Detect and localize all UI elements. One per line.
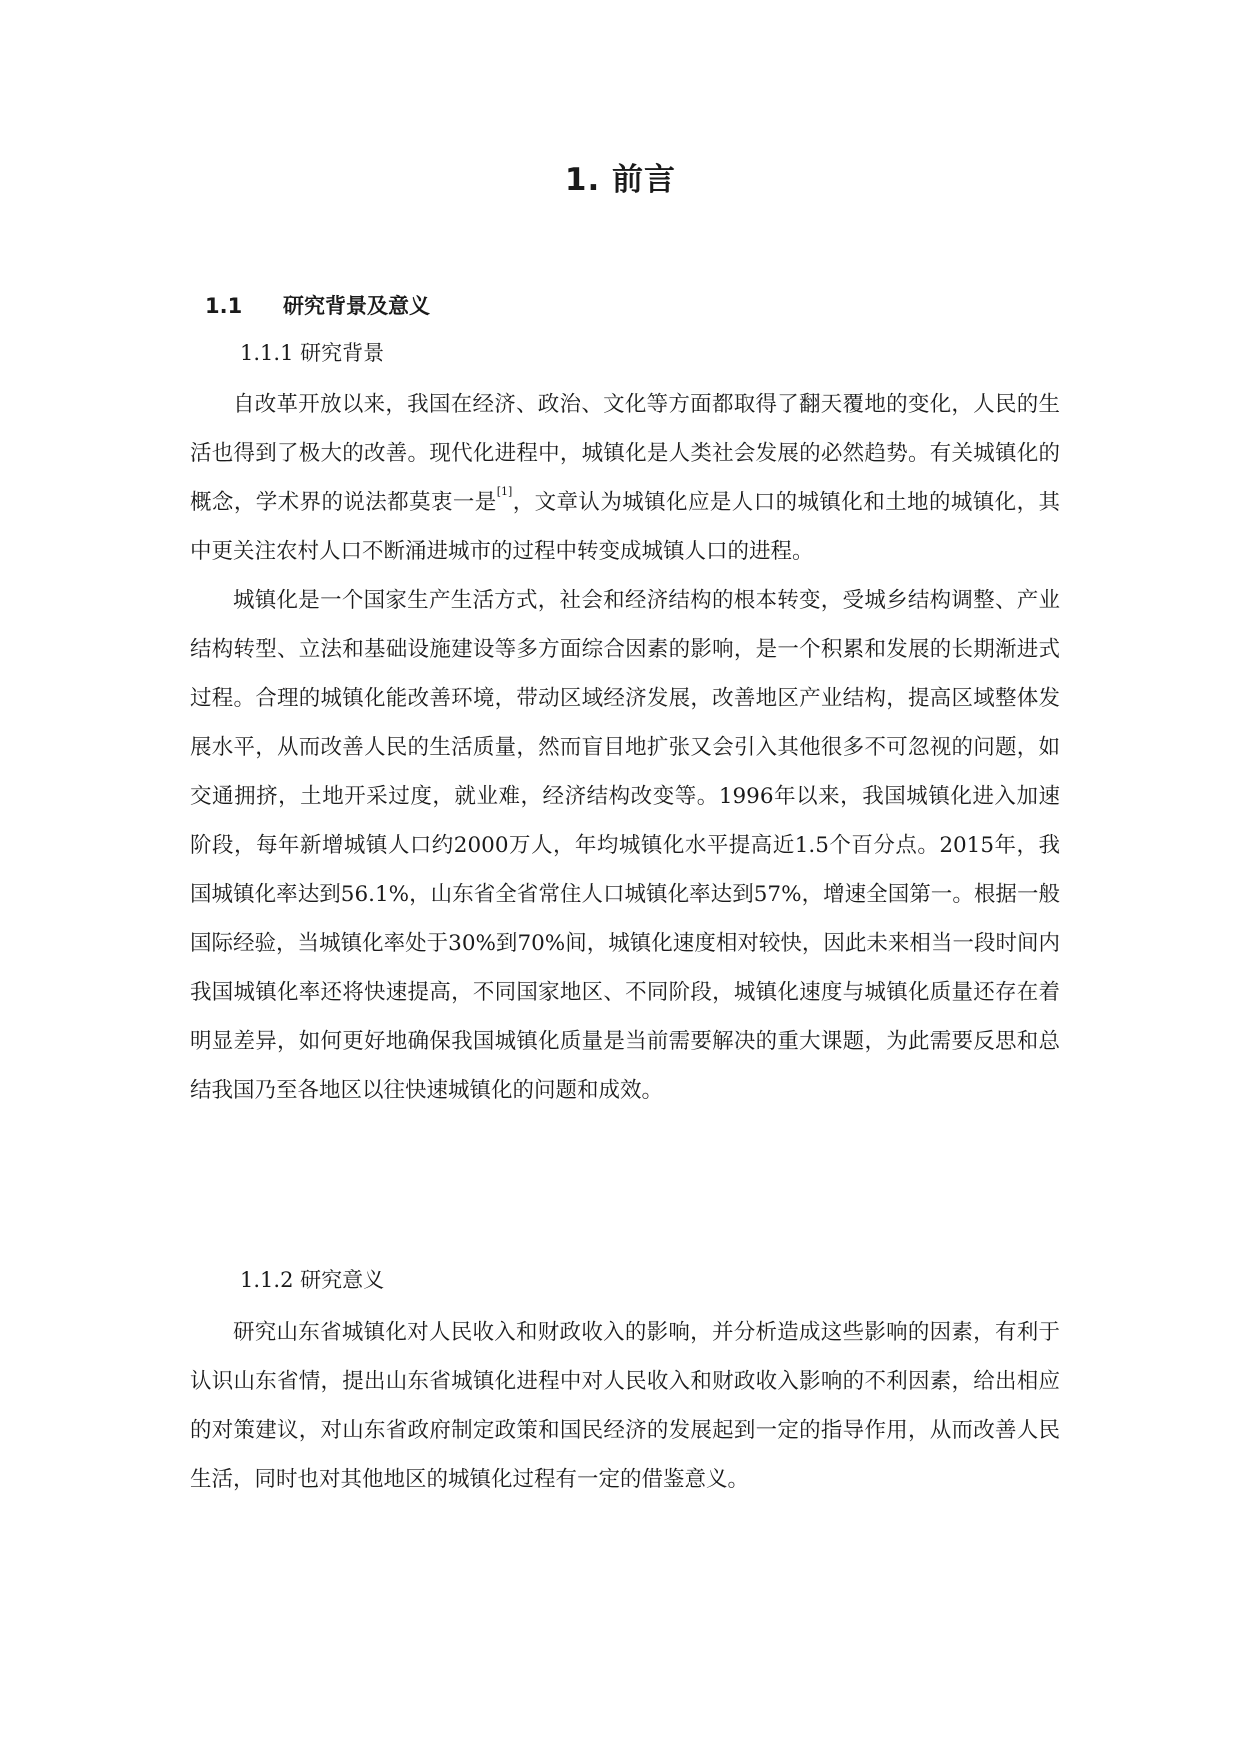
paragraph-text: 自改革开放以来，我国在经济、政治、文化等方面都取得了翻天覆地的变化，人民的生活也得到了极大的改善。现代化进程中，城镇化是人类社会发展的必然趋势。有关城镇化的概念，学术界的说法都莫衷一是: [190, 392, 1060, 515]
subsection-heading-significance: 1.1.2 研究意义: [240, 1268, 385, 1292]
section-heading: [205, 288, 430, 324]
paragraph: [190, 380, 1060, 576]
background-body: [190, 380, 1060, 1115]
chapter-title: 1. 前言: [564, 162, 677, 198]
section-title: 研究背景及意义: [283, 294, 430, 318]
citation-marker: [1]: [496, 485, 513, 498]
paragraph: 城镇化是一个国家生产生活方式，社会和经济结构的根本转变，受城乡结构调整、产业结构转型、立法和基础设施建设等多方面综合因素的影响，是一个积累和发展的长期渐进式过程。合理的城镇化能改善环境，带动区域经济发展，改善地区产业结构，提高区域整体发展水平，从而改善人民的生活质量，然而盲目地扩张又会引入其他很多不可忽视的问题，如交通拥挤，土地开采过度，就业难，经济结构改变等。1996年以来，我国城镇化进入加速阶段，每年新增城镇人口约2000万人，年均城镇化水平提高近1.5个百分点。2015年，我国城镇化率达到56.1%，山东省全省常住人口城镇化率达到57%，增速全国第一。根据一般国际经验，当城镇化率处于30%到70%间，城镇化速度相对较快，因此未来相当一段时间内我国城镇化率还将快速提高，不同国家地区、不同阶段，城镇化速度与城镇化质量还存在着明显差异，如何更好地确保我国城镇化质量是当前需要解决的重大课题，为此需要反思和总结我国乃至各地区以往快速城镇化的问题和成效。: [190, 588, 1060, 1103]
paragraph: 研究山东省城镇化对人民收入和财政收入的影响，并分析造成这些影响的因素，有利于认识山东省情，提出山东省城镇化进程中对人民收入和财政收入影响的不利因素，给出相应的对策建议，对山东省政府制定政策和国民经济的发展起到一定的指导作用，从而改善人民生活，同时也对其他地区的城镇化过程有一定的借鉴意义。: [190, 1320, 1060, 1492]
paragraph-text: ，文章认为城镇化应是人口的城镇化和土地的城镇化，其中更关注农村人口不断涌进城市的过程中转变成城镇人口的进程。: [190, 490, 1060, 564]
significance-body: [190, 1308, 1060, 1504]
section-number: 1.1: [205, 294, 243, 318]
subsection-heading-background: 1.1.1 研究背景: [240, 341, 385, 365]
